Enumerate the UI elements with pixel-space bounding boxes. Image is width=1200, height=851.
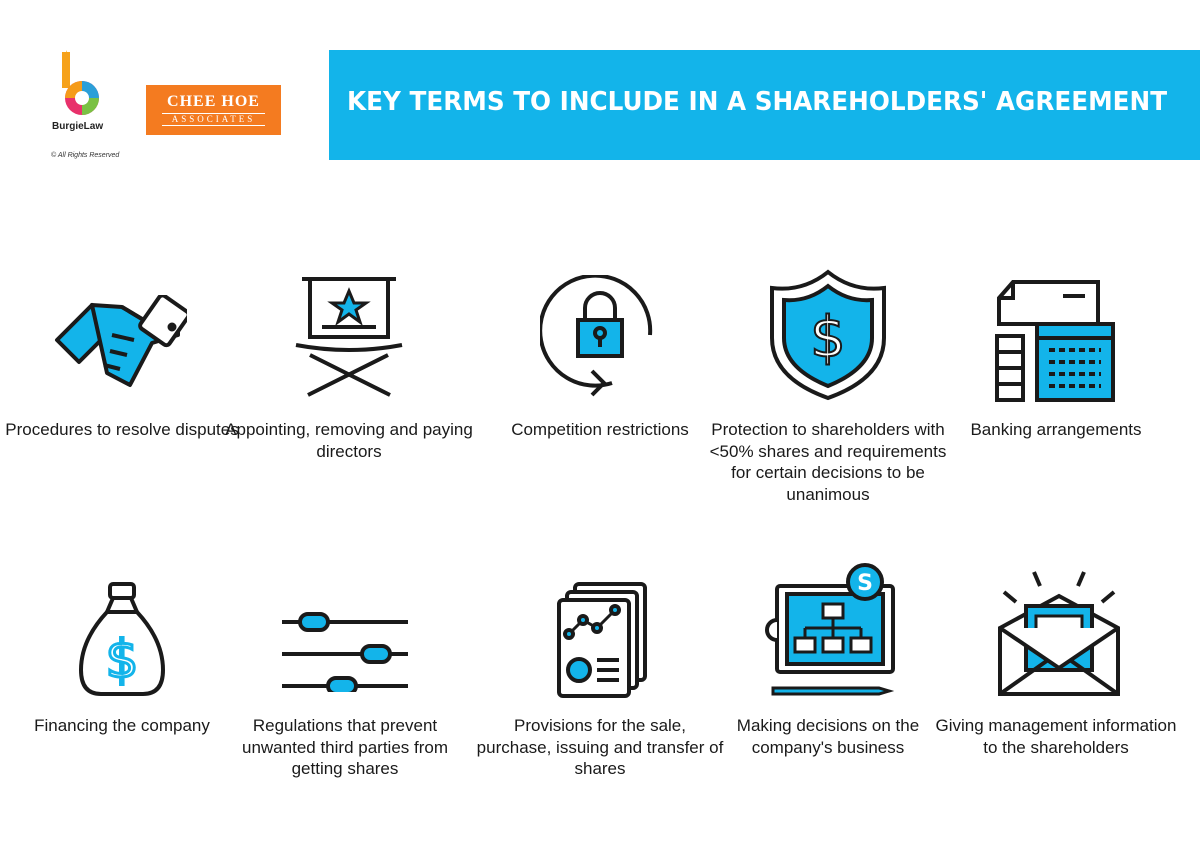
svg-text:$: $ [810,305,846,370]
term-label: Provisions for the sale, purchase, issuing and transfer of shares [476,716,724,778]
page-title: KEY TERMS TO INCLUDE IN A SHAREHOLDERS' AGREEMENT [347,87,1168,117]
logo-label: BurgieLaw [52,121,104,132]
envelope-letter-icon [996,568,1122,700]
partner-name: CHEE HOE [167,93,260,110]
director-chair-icon [282,275,412,400]
sliders-icon [280,610,410,692]
svg-text:$: $ [105,630,139,690]
title-banner [329,50,1200,160]
term-label: Regulations that prevent unwanted third parties from getting shares [242,716,448,778]
term-label: Making decisions on the company's business [736,716,920,757]
banking-documents-icon [993,280,1118,405]
org-chart-board-icon [761,560,901,700]
handshake-icon [52,295,187,390]
term-label: Appointing, removing and paying directors [225,420,473,461]
rights-notice: © All Rights Reserved [51,152,120,159]
term-label: Protection to shareholders with <50% shares and requirements for certain decisions to be unanimous [709,420,947,504]
shield-dollar-icon [768,268,888,403]
term-label: Financing the company [34,716,210,735]
term-label: Procedures to resolve disputes [5,420,239,439]
burgielaw-logo-icon [46,48,110,120]
lock-cycle-icon [540,275,660,400]
money-bag-icon [77,580,167,698]
report-stack-icon [555,582,649,700]
partner-subname: ASSOCIATES [162,113,265,126]
term-label: Giving management information to the shareholders [935,716,1177,757]
svg-text:S: S [857,571,873,596]
term-label: Competition restrictions [511,420,689,439]
partner-logo [146,85,281,135]
term-label: Banking arrangements [970,420,1142,439]
